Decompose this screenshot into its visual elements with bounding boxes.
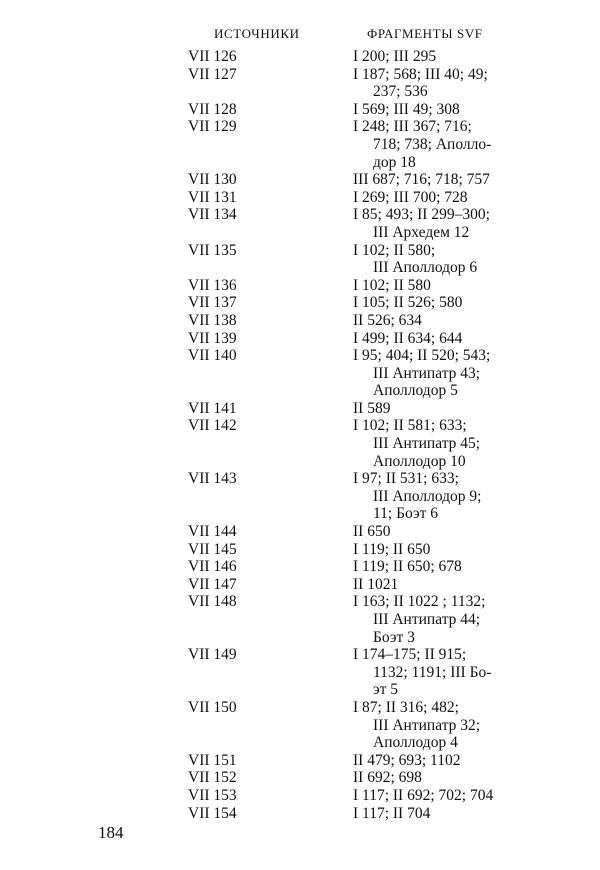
fragment-line: I 97; II 531; 633; (353, 470, 459, 488)
fragment-line: III Аполлодор 6 (373, 259, 478, 277)
source-reference: VII 138 (188, 311, 237, 329)
source-reference: VII 129 (188, 118, 237, 136)
table-row (0, 541, 600, 559)
fragment-references (353, 118, 513, 171)
source-reference: VII 139 (188, 329, 237, 347)
table-row (0, 118, 600, 171)
fragment-references (353, 769, 513, 787)
source-reference: VII 147 (188, 575, 237, 593)
source-reference: VII 146 (188, 558, 237, 576)
fragment-references (353, 646, 513, 699)
fragment-references (353, 189, 513, 207)
table-row (0, 417, 600, 470)
fragment-references (353, 242, 513, 277)
fragment-line: эт 5 (373, 681, 399, 699)
source-reference: VII 137 (188, 294, 237, 312)
fragment-references (353, 400, 513, 418)
source-reference: VII 136 (188, 276, 237, 294)
source-reference: VII 142 (188, 417, 237, 435)
source-reference: VII 140 (188, 347, 237, 365)
fragment-references (353, 523, 513, 541)
table-row (0, 593, 600, 646)
fragment-line: I 102; II 580 (353, 276, 431, 294)
table-row (0, 805, 600, 823)
table-row (0, 787, 600, 805)
table-row (0, 470, 600, 523)
fragment-line: I 187; 568; III 40; 49; (353, 65, 488, 83)
fragment-line: I 248; III 367; 716; (353, 118, 472, 136)
fragment-line: III Аполлодор 9; (373, 487, 482, 505)
fragment-line: II 650 (353, 523, 391, 541)
fragment-references (353, 330, 513, 348)
fragment-line: II 589 (353, 399, 391, 417)
table-row (0, 242, 600, 277)
source-reference: VII 145 (188, 540, 237, 558)
fragment-line: I 87; II 316; 482; (353, 698, 459, 716)
fragment-line: II 1021 (353, 575, 399, 593)
source-reference: VII 127 (188, 65, 237, 83)
fragment-references (353, 699, 513, 752)
fragment-line: I 163; II 1022 ; 1132; (353, 593, 486, 611)
sources-column-heading: ИСТОЧНИКИ (214, 26, 300, 41)
fragment-line: I 569; III 49; 308 (353, 100, 460, 118)
source-reference: VII 151 (188, 751, 237, 769)
fragment-line: I 117; II 692; 702; 704 (353, 786, 494, 804)
source-reference: VII 153 (188, 786, 237, 804)
table-row (0, 171, 600, 189)
table-row (0, 752, 600, 770)
table-row (0, 347, 600, 400)
source-reference: VII 135 (188, 241, 237, 259)
table-row (0, 189, 600, 207)
fragment-line: I 102; II 581; 633; (353, 417, 467, 435)
fragment-line: 1132; 1191; III Бо- (373, 663, 492, 681)
source-reference: VII 134 (188, 206, 237, 224)
fragment-line: III Архедем 12 (373, 223, 470, 241)
fragment-references (353, 294, 513, 312)
fragment-line: II 479; 693; 1102 (353, 751, 461, 769)
source-reference: VII 152 (188, 769, 237, 787)
source-reference: VII 131 (188, 188, 237, 206)
source-reference: VII 130 (188, 171, 237, 189)
fragment-line: I 95; 404; II 520; 543; (353, 347, 491, 365)
fragment-line: дор 18 (373, 153, 416, 171)
table-row (0, 558, 600, 576)
table-row (0, 101, 600, 119)
table-row (0, 277, 600, 295)
table-header (0, 26, 600, 46)
fragment-line: II 692; 698 (353, 769, 422, 787)
fragment-line: III Антипатр 43; (373, 364, 481, 382)
fragment-line: I 499; II 634; 644 (353, 329, 463, 347)
fragment-line: I 85; 493; II 299–300; (353, 206, 490, 224)
fragment-line: Аполлодор 4 (373, 734, 458, 752)
concordance-table (0, 48, 600, 822)
fragment-references (353, 805, 513, 823)
fragment-references (353, 66, 513, 101)
table-row (0, 206, 600, 241)
source-reference: VII 154 (188, 804, 237, 822)
source-reference: VII 141 (188, 399, 237, 417)
fragment-references (353, 277, 513, 295)
fragment-references (353, 312, 513, 330)
fragment-references (353, 470, 513, 523)
fragment-line: II 526; 634 (353, 311, 422, 329)
fragment-line: I 174–175; II 915; (353, 646, 467, 664)
fragment-references (353, 347, 513, 400)
fragment-line: Аполлодор 5 (373, 382, 458, 400)
fragment-references (353, 593, 513, 646)
fragments-column-heading: ФРАГМЕНТЫ SVF (367, 26, 483, 41)
fragment-line: III Антипатр 32; (373, 716, 481, 734)
table-row (0, 312, 600, 330)
table-row (0, 330, 600, 348)
source-reference: VII 149 (188, 646, 237, 664)
fragment-line: 11; Боэт 6 (373, 505, 438, 523)
table-row (0, 48, 600, 66)
fragment-line: III Антипатр 44; (373, 611, 481, 628)
source-reference: VII 144 (188, 523, 237, 541)
fragment-references (353, 417, 513, 470)
page-number: 184 (98, 823, 124, 842)
fragment-references (353, 787, 513, 805)
fragment-references (353, 206, 513, 241)
fragment-line: I 117; II 704 (353, 804, 431, 822)
fragment-references (353, 576, 513, 594)
fragment-line: Аполлодор 10 (373, 452, 466, 470)
table-row (0, 523, 600, 541)
source-reference: VII 143 (188, 470, 237, 488)
fragment-line: I 119; II 650; 678 (353, 558, 462, 576)
table-row (0, 294, 600, 312)
fragment-line: III Антипатр 45; (373, 435, 481, 453)
fragment-references (353, 541, 513, 559)
table-row (0, 769, 600, 787)
fragment-references (353, 558, 513, 576)
fragment-line: Боэт 3 (373, 628, 415, 646)
table-row (0, 699, 600, 752)
fragment-line: I 269; III 700; 728 (353, 188, 468, 206)
source-reference: VII 150 (188, 698, 237, 716)
fragment-references (353, 48, 513, 66)
fragment-line: I 105; II 526; 580 (353, 294, 463, 312)
fragment-references (353, 101, 513, 119)
table-row (0, 576, 600, 594)
fragment-references (353, 752, 513, 770)
source-reference: VII 148 (188, 593, 237, 611)
fragment-line: 718; 738; Аполло- (373, 135, 492, 153)
source-reference: VII 126 (188, 48, 237, 65)
fragment-line: I 119; II 650 (353, 540, 431, 558)
fragment-references (353, 171, 513, 189)
table-row (0, 646, 600, 699)
fragment-line: 237; 536 (373, 83, 428, 101)
table-row (0, 66, 600, 101)
source-reference: VII 128 (188, 100, 237, 118)
table-row (0, 400, 600, 418)
fragment-line: I 102; II 580; (353, 241, 436, 259)
fragment-line: I 200; III 295 (353, 48, 437, 65)
fragment-line: III 687; 716; 718; 757 (353, 171, 490, 189)
